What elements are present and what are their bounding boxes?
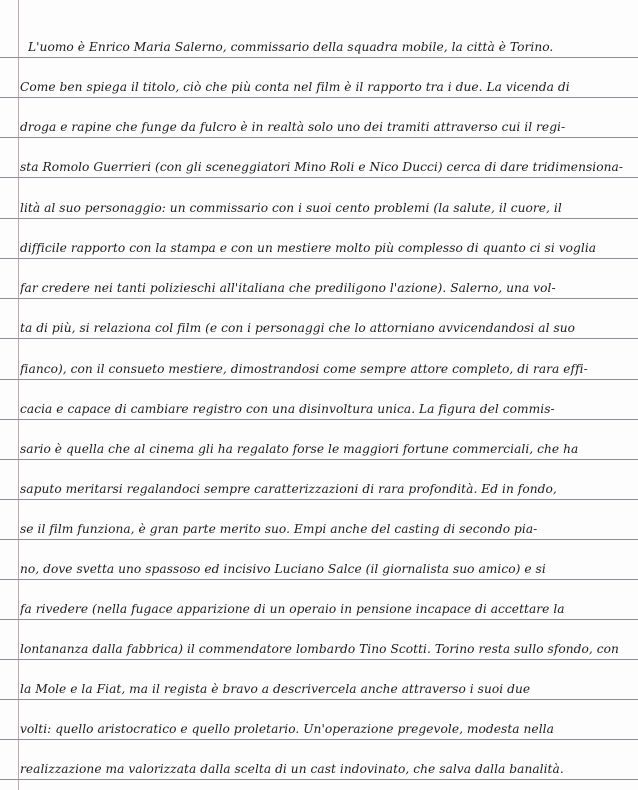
ruled-line — [0, 579, 638, 580]
ruled-line — [0, 779, 638, 780]
text-line: se il film funziona, è gran parte merito suo. Empi anche del casting di secondo pia- — [20, 522, 538, 536]
ruled-line — [0, 218, 638, 219]
text-line: difficile rapporto con la stampa e con un mestiere molto più complesso di quanto ci si voglia — [20, 241, 597, 255]
text-line: droga e rapine che funge da fulcro è in realtà solo uno dei tramiti attraverso cui il regi- — [20, 120, 566, 134]
text-line: la Mole e la Fiat, ma il regista è bravo a descrivercela anche attraverso i suoi due — [20, 682, 531, 696]
text-line: realizzazione ma valorizzata dalla scelta di un cast indovinato, che salva dalla banalità. — [20, 762, 564, 776]
text-line: fianco), con il consueto mestiere, dimostrandosi come sempre attore completo, di rara effi- — [20, 362, 588, 376]
text-line: no, dove svetta uno spassoso ed incisivo Luciano Salce (il giornalista suo amico) e si — [20, 562, 546, 576]
ruled-line — [0, 619, 638, 620]
text-line: cacia e capace di cambiare registro con una disinvoltura unica. La figura del commis- — [20, 402, 555, 416]
text-line: ta di più, si relaziona col film (e con i personaggi che lo attorniano avvicendandosi al suo — [20, 321, 576, 335]
ruled-line — [0, 379, 638, 380]
text-line: Come ben spiega il titolo, ciò che più conta nel film è il rapporto tra i due. La vicenda di — [20, 80, 570, 94]
ruled-line — [0, 459, 638, 460]
ruled-line — [0, 258, 638, 259]
text-line: lità al suo personaggio: un commissario con i suoi cento problemi (la salute, il cuore, il — [20, 201, 562, 215]
ruled-line — [0, 137, 638, 138]
ruled-line — [0, 57, 638, 58]
ruled-line — [0, 659, 638, 660]
ruled-line — [0, 419, 638, 420]
ruled-line — [0, 499, 638, 500]
text-line: fa rivedere (nella fugace apparizione di un operaio in pensione incapace di accettare la — [20, 602, 565, 616]
margin-line — [18, 0, 19, 790]
ruled-line — [0, 699, 638, 700]
ruled-line — [0, 539, 638, 540]
ruled-line — [0, 298, 638, 299]
text-line: saputo meritarsi regalandoci sempre caratterizzazioni di rara profondità. Ed in fondo, — [20, 482, 557, 496]
ruled-line — [0, 97, 638, 98]
ruled-line — [0, 338, 638, 339]
text-line: volti: quello aristocratico e quello proletario. Un'operazione pregevole, modesta nella — [20, 722, 554, 736]
text-line: sta Romolo Guerrieri (con gli sceneggiatori Mino Roli e Nico Ducci) cerca di dare tridimensiona- — [20, 160, 623, 174]
text-line: sario è quella che al cinema gli ha regalato forse le maggiori fortune commerciali, che ha — [20, 442, 579, 456]
text-line: lontananza dalla fabbrica) il commendatore lombardo Tino Scotti. Torino resta sullo sfondo, con — [20, 642, 619, 656]
text-line: L'uomo è Enrico Maria Salerno, commissario della squadra mobile, la città è Torino. — [28, 40, 554, 54]
ruled-line — [0, 739, 638, 740]
ruled-line — [0, 177, 638, 178]
text-line: far credere nei tanti polizieschi all'italiana che prediligono l'azione). Salerno, una vol- — [20, 281, 556, 295]
